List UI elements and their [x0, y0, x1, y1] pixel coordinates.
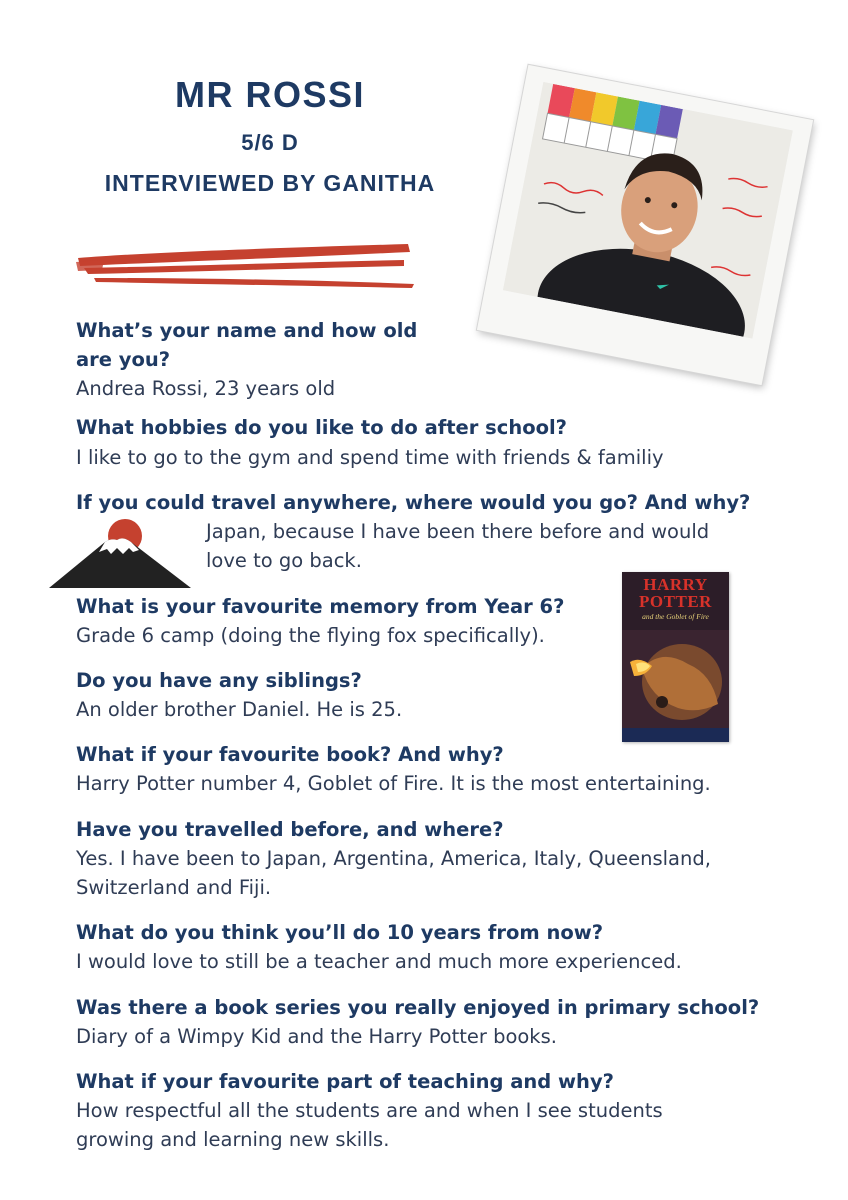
question-favourite-memory: What is your favourite memory from Year 6?: [76, 595, 565, 618]
question-ten-years: What do you think you’ll do 10 years from now?: [76, 921, 604, 944]
answer-travelled-before: Yes. I have been to Japan, Argentina, America, Italy, Queensland, Switzerland and Fiji.: [76, 847, 711, 899]
mount-fuji-icon: [49, 516, 191, 590]
brush-stroke-divider: [74, 240, 419, 292]
answer-travel-anywhere: Japan, because I have been there before and would love to go back.: [206, 520, 710, 572]
question-travel-anywhere: If you could travel anywhere, where would you go? And why?: [76, 491, 751, 514]
answer-hobbies: I like to go to the gym and spend time with friends & familiy: [76, 446, 664, 469]
question-favourite-book: What if your favourite book? And why?: [76, 743, 504, 766]
answer-favourite-book: Harry Potter number 4, Goblet of Fire. It is the most entertaining.: [76, 772, 711, 795]
question-book-series: Was there a book series you really enjoyed in primary school?: [76, 996, 760, 1019]
teacher-polaroid-photo: [477, 65, 813, 385]
book-title: HARRY POTTER: [639, 575, 712, 611]
book-subtitle: and the Goblet of Fire: [642, 612, 709, 621]
answer-favourite-teaching: How respectful all the students are and when I see students growing and learning new skills.: [76, 1099, 663, 1151]
question-hobbies: What hobbies do you like to do after school?: [76, 416, 567, 439]
answer-book-series: Diary of a Wimpy Kid and the Harry Potter books.: [76, 1025, 557, 1048]
harry-potter-book-cover: [622, 572, 729, 742]
answer-ten-years: I would love to still be a teacher and much more experienced.: [76, 950, 682, 973]
answer-siblings: An older brother Daniel. He is 25.: [76, 698, 403, 721]
answer-favourite-memory: Grade 6 camp (doing the flying fox specifically).: [76, 624, 545, 647]
answer-name-age: Andrea Rossi, 23 years old: [76, 377, 336, 400]
question-siblings: Do you have any siblings?: [76, 669, 362, 692]
question-favourite-teaching: What if your favourite part of teaching and why?: [76, 1070, 614, 1093]
interview-title: MR ROSSI: [174, 74, 365, 115]
class-label: 5/6 D: [241, 130, 299, 155]
teacher-portrait: [503, 82, 793, 339]
question-travelled-before: Have you travelled before, and where?: [76, 818, 504, 841]
question-name-age: What’s your name and how old are you?: [76, 319, 418, 371]
interviewer-label: INTERVIEWED BY GANITHA: [104, 170, 436, 196]
book-footer-bar: [622, 728, 729, 742]
